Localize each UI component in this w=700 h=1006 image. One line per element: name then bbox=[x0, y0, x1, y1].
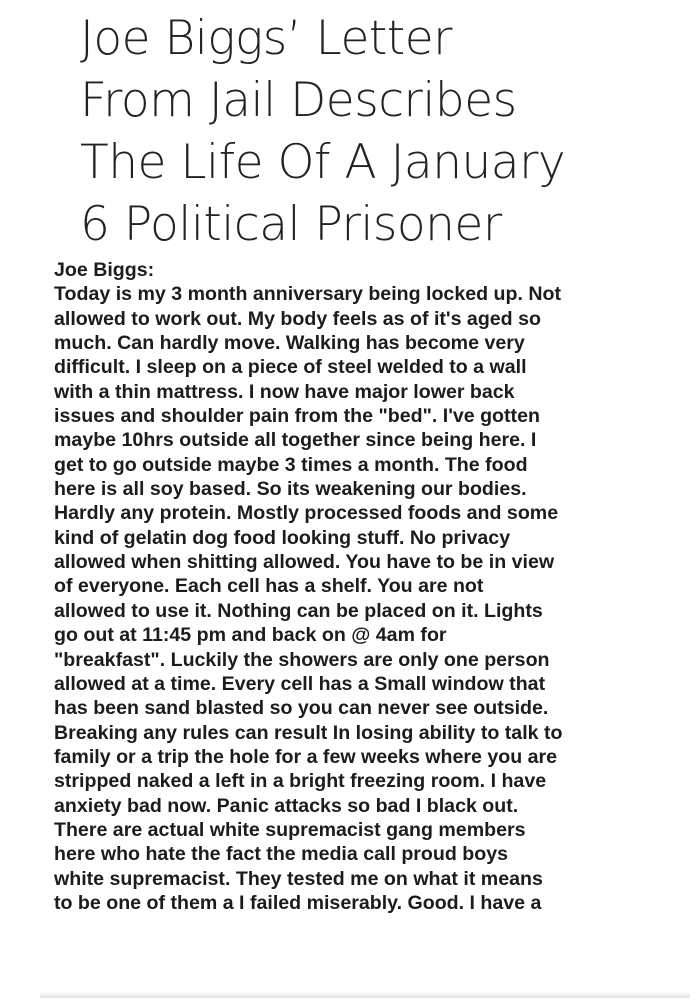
letter-line: Today is my 3 month anniversary being locked up. Not bbox=[54, 283, 562, 306]
letter-line: here is all soy based. So its weakening our bodies. bbox=[54, 478, 527, 501]
headline-line: The Life Of A January bbox=[80, 135, 566, 190]
letter-line: family or a trip the hole for a few weeks where you are bbox=[54, 745, 558, 768]
letter-author: Joe Biggs: bbox=[54, 259, 155, 281]
letter-line: issues and shoulder pain from the "bed". I've gotten bbox=[54, 405, 540, 428]
headline-line: Joe Biggs’ Letter bbox=[80, 11, 452, 66]
letter-line: difficult. I sleep on a piece of steel welded to a wall bbox=[54, 356, 527, 379]
letter-line: white supremacist. They tested me on what it means bbox=[54, 867, 543, 890]
letter-line: allowed to work out. My body feels as of it's aged so bbox=[54, 307, 541, 330]
headline-line: From Jail Describes bbox=[80, 73, 517, 128]
letter-line: has been sand blasted so you can never see outside. bbox=[54, 697, 549, 720]
letter-line: go out at 11:45 pm and back on @ 4am for bbox=[54, 624, 447, 647]
letter-line: with a thin mattress. I now have major lower back bbox=[54, 380, 515, 403]
letter-line: Breaking any rules can result In losing ability to talk to bbox=[54, 721, 563, 744]
letter-body bbox=[54, 258, 562, 915]
headline bbox=[80, 8, 565, 256]
letter-line: Hardly any protein. Mostly processed foods and some bbox=[54, 502, 559, 525]
letter-line: allowed when shitting allowed. You have to be in view bbox=[54, 551, 555, 574]
letter-line: of everyone. Each cell has a shelf. You are not bbox=[54, 575, 484, 598]
headline-line: 6 Political Prisoner bbox=[80, 197, 502, 252]
letter-line: anxiety bad now. Panic attacks so bad I black out. bbox=[54, 794, 519, 817]
letter-line: here who hate the fact the media call proud boys bbox=[54, 843, 509, 866]
page-bottom-edge bbox=[40, 992, 690, 998]
letter-line: "breakfast". Luckily the showers are only one person bbox=[54, 648, 550, 671]
letter-line: allowed at a time. Every cell has a Small window that bbox=[54, 672, 546, 695]
letter-line: to be one of them a I failed miserably. Good. I have a bbox=[54, 891, 542, 914]
letter-line: stripped naked a left in a bright freezing room. I have bbox=[54, 770, 547, 793]
letter-line: There are actual white supremacist gang members bbox=[54, 818, 526, 841]
letter-line: kind of gelatin dog food looking stuff. No privacy bbox=[54, 526, 511, 549]
letter-line: get to go outside maybe 3 times a month. The food bbox=[54, 453, 528, 476]
letter-line: much. Can hardly move. Walking has become very bbox=[54, 332, 525, 355]
letter-line: maybe 10hrs outside all together since being here. I bbox=[54, 429, 537, 452]
letter-line: allowed to use it. Nothing can be placed on it. Lights bbox=[54, 599, 543, 622]
